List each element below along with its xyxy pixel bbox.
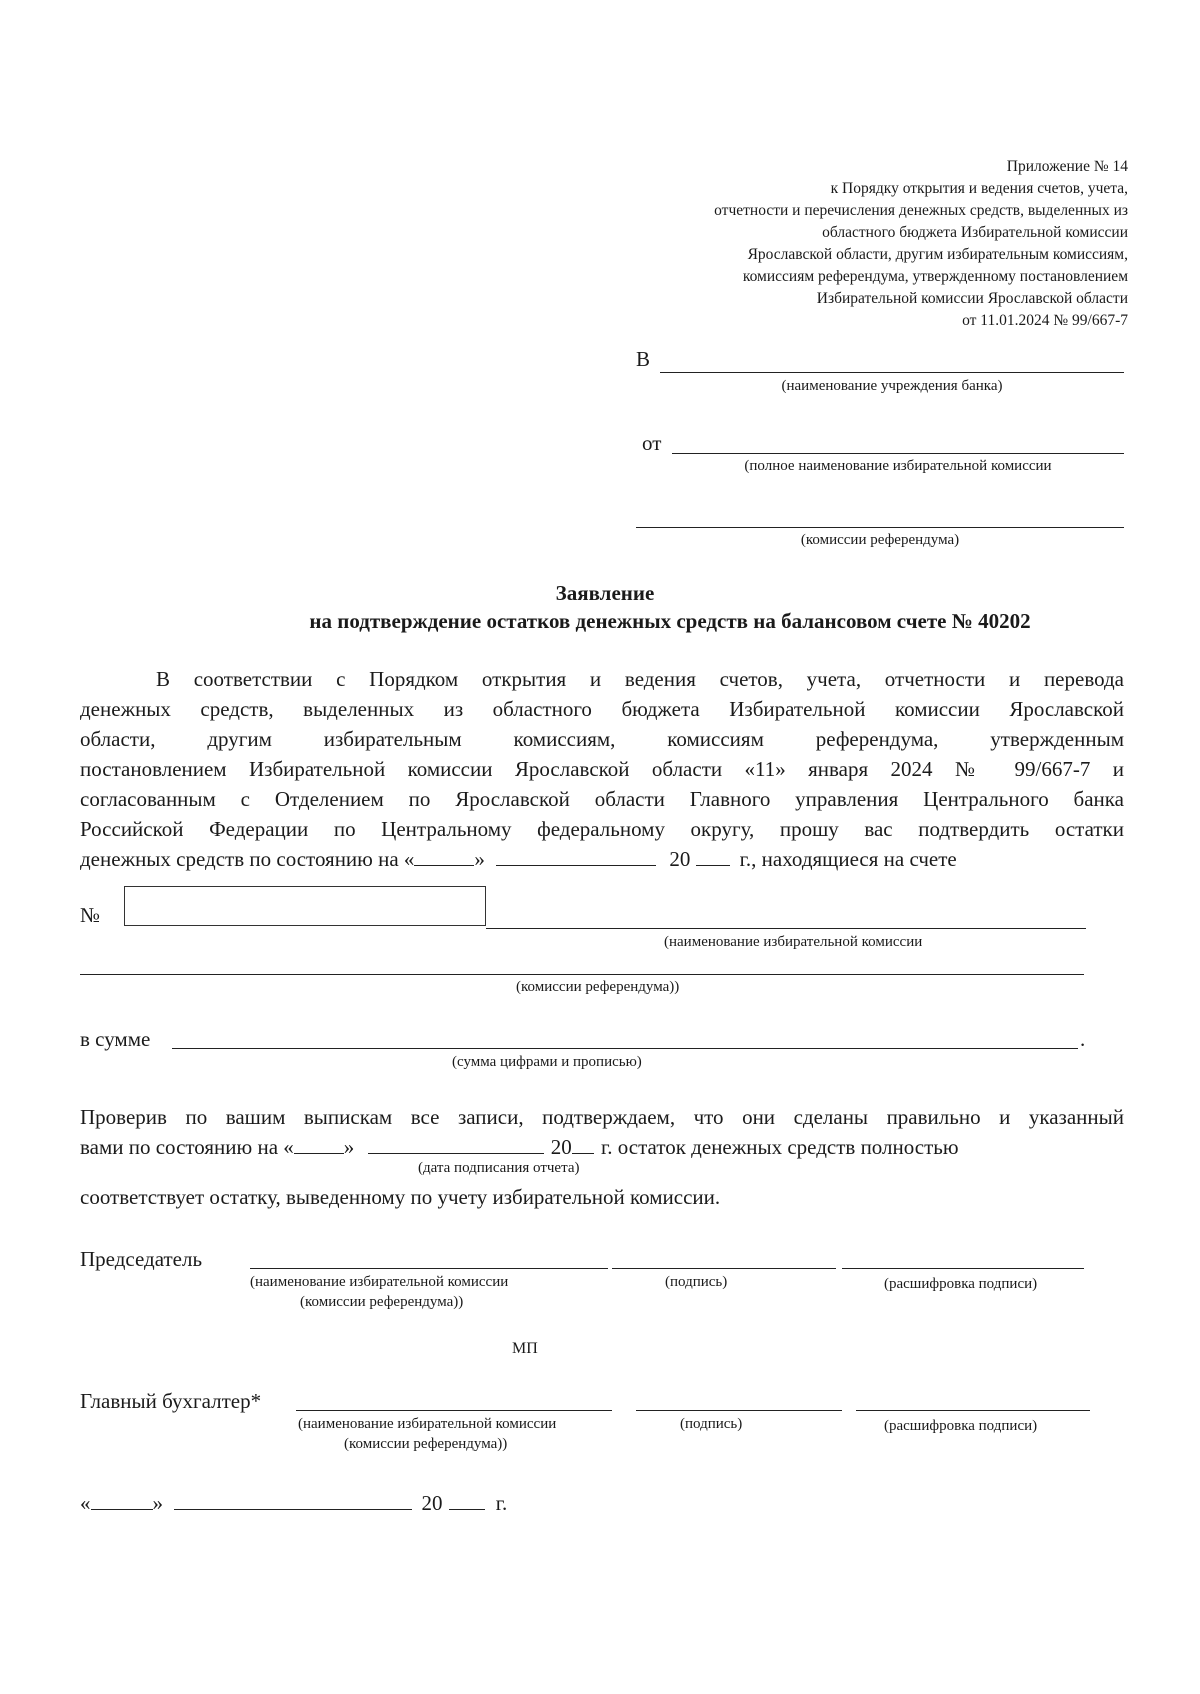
appendix-line: отчетности и перечисления денежных средств, выделенных из bbox=[714, 202, 1128, 219]
document-title: Заявление bbox=[555, 581, 655, 605]
confirm-date-caption: (дата подписания отчета) bbox=[418, 1160, 580, 1176]
commission-name-field[interactable] bbox=[672, 453, 1124, 454]
confirm-month-field[interactable] bbox=[368, 1135, 544, 1154]
appendix-line: Ярославской области, другим избирательным комиссиям, bbox=[747, 246, 1128, 263]
confirm-date-prefix: вами по состоянию на « bbox=[80, 1135, 294, 1159]
appendix-line: Избирательной комиссии Ярославской области bbox=[816, 290, 1128, 307]
footer-year-suffix: г. bbox=[495, 1491, 508, 1515]
paragraph-line: денежных средств, выделенных из областного бюджета Избирательной комиссии Ярославской bbox=[80, 697, 1124, 721]
sum-caption: (сумма цифрами и прописью) bbox=[452, 1054, 642, 1070]
footer-year-prefix: 20 bbox=[421, 1491, 443, 1515]
accountant-label: Главный бухгалтер* bbox=[80, 1389, 262, 1413]
paragraph-date-prefix: денежных средств по состоянию на « bbox=[80, 847, 415, 871]
confirm-line-3: соответствует остатку, выведенному по учету избирательной комиссии. bbox=[80, 1185, 721, 1209]
paragraph-year-prefix: 20 bbox=[669, 847, 691, 871]
footer-year-field[interactable] bbox=[449, 1491, 485, 1510]
footer-quote-open: « bbox=[80, 1491, 91, 1515]
confirm-date-suffix: г. остаток денежных средств полностью bbox=[601, 1135, 959, 1159]
day-field[interactable] bbox=[414, 847, 474, 866]
chairman-commission-field[interactable] bbox=[250, 1268, 608, 1269]
commission-name-caption: (полное наименование избирательной комиссии bbox=[744, 458, 1052, 474]
accountant-caption-name: (наименование избирательной комиссии bbox=[298, 1416, 557, 1432]
confirm-text-1: Проверив по вашим выпискам все записи, подтверждаем, что они сделаны правильно и указанный bbox=[80, 1105, 1124, 1129]
confirm-year-prefix: 20 bbox=[550, 1135, 572, 1159]
appendix-header bbox=[568, 156, 1128, 332]
paragraph-line: области, другим избирательным комиссиям, комиссиям референдума, утвержденным bbox=[80, 727, 1124, 751]
chairman-caption-sign: (подпись) bbox=[665, 1274, 728, 1290]
paragraph-last-line bbox=[80, 844, 1124, 874]
account-commission-field[interactable] bbox=[486, 928, 1086, 929]
referendum-caption: (комиссии референдума) bbox=[800, 532, 960, 548]
footer-quote-close: » bbox=[152, 1491, 163, 1515]
statement-paragraph bbox=[80, 664, 1124, 874]
appendix-line: областного бюджета Избирательной комиссии bbox=[822, 224, 1128, 241]
accountant-decode-field[interactable] bbox=[856, 1410, 1090, 1411]
chairman-signature-field[interactable] bbox=[612, 1268, 836, 1269]
month-field[interactable] bbox=[496, 847, 656, 866]
account-number-sign: № bbox=[80, 903, 101, 927]
sum-prefix: в сумме bbox=[80, 1027, 151, 1051]
confirm-line-2 bbox=[80, 1132, 959, 1162]
appendix-line: комиссиям референдума, утвержденному постановлением bbox=[742, 268, 1128, 285]
accountant-signature-field[interactable] bbox=[636, 1410, 842, 1411]
chairman-label: Председатель bbox=[80, 1247, 203, 1271]
appendix-line: к Порядку открытия и ведения счетов, учета, bbox=[830, 180, 1128, 197]
accountant-caption-sign: (подпись) bbox=[680, 1416, 743, 1432]
appendix-line: от 11.01.2024 № 99/667-7 bbox=[962, 312, 1128, 329]
chairman-caption-decode: (расшифровка подписи) bbox=[884, 1276, 1038, 1292]
accountant-caption-decode: (расшифровка подписи) bbox=[884, 1418, 1038, 1434]
paragraph-date-mid: » bbox=[474, 847, 485, 871]
paragraph-line: В соответствии с Порядком открытия и ведения счетов, учета, отчетности и перевода bbox=[156, 667, 1124, 691]
account-number-box[interactable] bbox=[124, 886, 486, 926]
sum-field[interactable] bbox=[172, 1048, 1078, 1049]
accountant-commission-field[interactable] bbox=[296, 1410, 612, 1411]
confirm-date-mid: » bbox=[343, 1135, 355, 1159]
chairman-caption-name-2: (комиссии референдума)) bbox=[300, 1294, 464, 1310]
document-subtitle: на подтверждение остатков денежных средств на балансовом счете № 40202 bbox=[309, 609, 1031, 633]
appendix-number: Приложение № 14 bbox=[1006, 158, 1128, 175]
paragraph-line: согласованным с Отделением по Ярославской области Главного управления Центрального банка bbox=[80, 787, 1124, 811]
paragraph-date-suffix: г., находящиеся на счете bbox=[739, 847, 957, 871]
bank-name-caption: (наименование учреждения банка) bbox=[781, 378, 1003, 394]
chairman-decode-field[interactable] bbox=[842, 1268, 1084, 1269]
footer-day-field[interactable] bbox=[91, 1491, 153, 1510]
stamp-place: МП bbox=[512, 1340, 538, 1357]
account-commission-field-2[interactable] bbox=[80, 974, 1084, 975]
footer-month-field[interactable] bbox=[174, 1491, 412, 1510]
chairman-caption-name: (наименование избирательной комиссии bbox=[250, 1274, 509, 1290]
commission-name-field-2[interactable] bbox=[636, 527, 1124, 528]
accountant-caption-name-2: (комиссии референдума)) bbox=[344, 1436, 508, 1452]
year-field[interactable] bbox=[696, 847, 730, 866]
paragraph-line: постановлением Избирательной комиссии Ярославской области «11» января 2024 № 99/667-7 и bbox=[80, 757, 1124, 781]
confirm-year-field[interactable] bbox=[572, 1135, 594, 1154]
from-prefix: от bbox=[642, 431, 662, 455]
to-prefix: В bbox=[636, 347, 651, 371]
sum-end: . bbox=[1080, 1027, 1086, 1051]
account-caption-1: (наименование избирательной комиссии bbox=[664, 934, 923, 950]
confirm-day-field[interactable] bbox=[294, 1135, 344, 1154]
paragraph-line: Российской Федерации по Центральному федеральному округу, прошу вас подтвердить остатки bbox=[80, 817, 1124, 841]
bank-name-field[interactable] bbox=[660, 372, 1124, 373]
confirm-line-1 bbox=[80, 1102, 1124, 1132]
account-caption-2: (комиссии референдума)) bbox=[516, 979, 680, 995]
